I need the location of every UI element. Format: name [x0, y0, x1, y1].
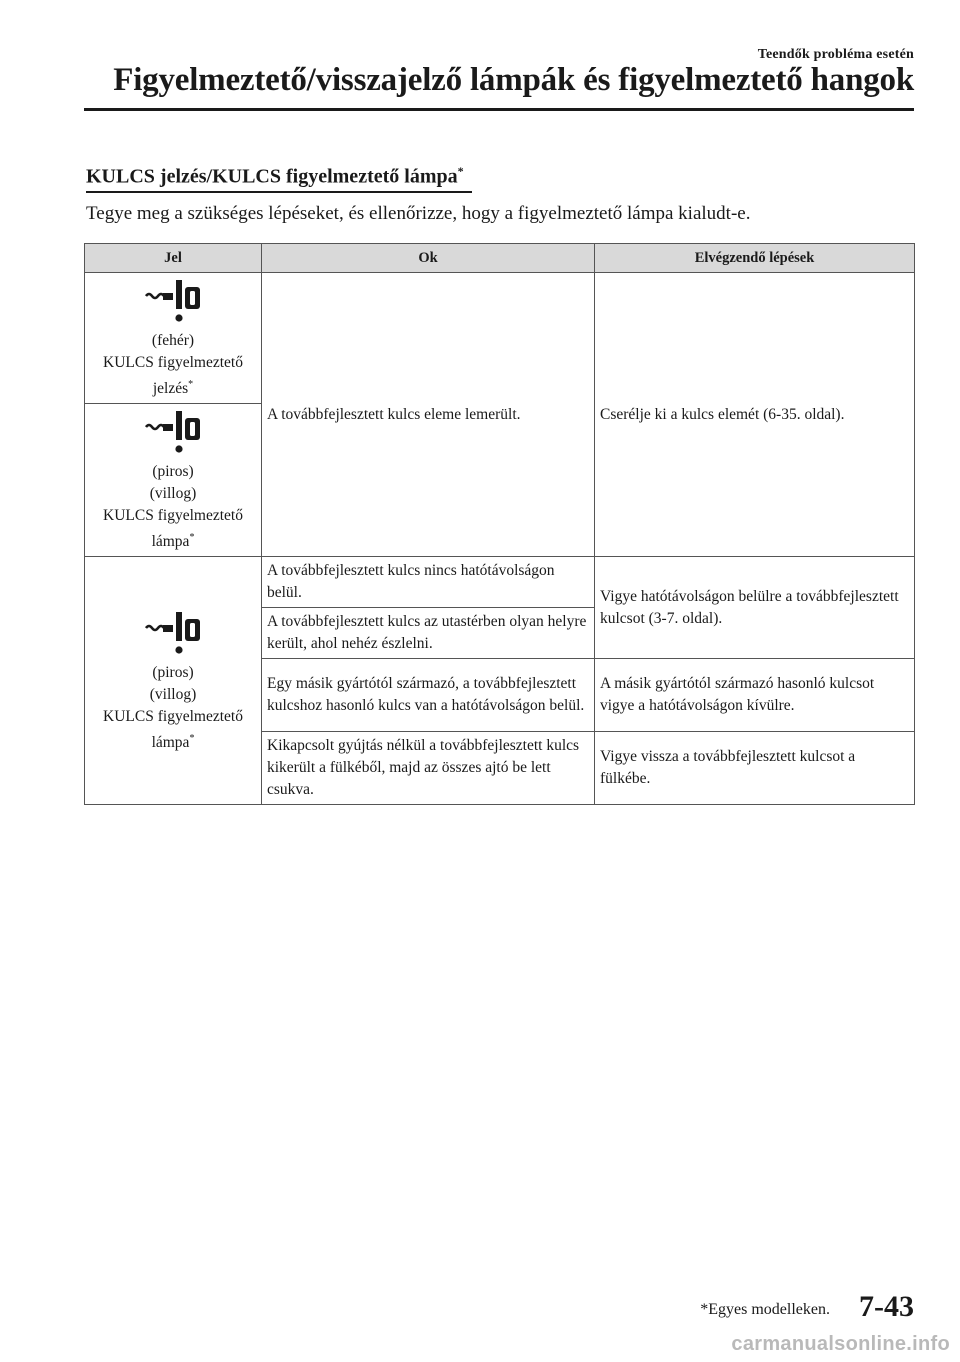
- symbol-line: (fehér): [151, 332, 195, 349]
- page-title: Figyelmeztető/visszajelző lámpák és figyelmeztető hangok: [113, 62, 914, 98]
- indicator-table: [84, 243, 915, 805]
- symbol-line: KULCS figyelmeztető: [103, 707, 243, 725]
- section-heading-text: KULCS jelzés/KULCS figyelmeztető lámpa: [86, 165, 458, 188]
- key-warning-icon: [143, 411, 203, 457]
- symbol-label: [90, 374, 256, 400]
- header-symbol: Jel: [85, 244, 262, 273]
- action-cell: Vigye hatótávolságon belülre a továbbfejlesztett kulcsot (3-7. oldal).: [595, 557, 915, 659]
- cause-cell: A továbbfejlesztett kulcs eleme lemerült.: [262, 273, 595, 557]
- cause-cell: Egy másik gyártótól származó, a továbbfejlesztett kulcshoz hasonló kulcs van a hatótávolságon belül.: [262, 659, 595, 732]
- cause-cell: Kikapcsolt gyújtás nélkül a továbbfejlesztett kulcs kikerült a fülkéből, majd az összes ajtó be lett csukva.: [262, 732, 595, 805]
- key-warning-icon: [143, 612, 203, 658]
- symbol-line: KULCS figyelmeztető: [103, 354, 243, 371]
- key-warning-icon: [143, 280, 203, 326]
- symbol-label-text: lámpa: [151, 533, 190, 551]
- model-footnote-mark: *: [188, 379, 194, 390]
- symbol-label: [90, 728, 256, 754]
- symbol-label: [90, 527, 256, 553]
- action-cell: Cserélje ki a kulcs elemét (6-35. oldal).: [595, 273, 915, 557]
- header-cause: Ok: [262, 244, 595, 273]
- symbol-line: (piros): [152, 663, 194, 681]
- symbol-cell-red: [85, 404, 262, 557]
- symbol-line: (piros): [152, 463, 194, 481]
- symbol-cell-red-flashing: [85, 557, 262, 805]
- footnote: *Egyes modelleken.: [700, 1301, 830, 1318]
- header-action: Elvégzendő lépések: [595, 244, 915, 273]
- table-row: [85, 557, 915, 608]
- cause-cell: A továbbfejlesztett kulcs az utastérben olyan helyre került, ahol nehéz észlelni.: [262, 608, 595, 659]
- model-footnote-mark: *: [189, 732, 195, 744]
- intro-text: Tegye meg a szükséges lépéseket, és ellenőrizze, hogy a figyelmeztető lámpa kialudt-e.: [86, 203, 751, 224]
- section-heading: [86, 164, 472, 193]
- header-subtitle: Teendők probléma esetén: [757, 47, 914, 62]
- model-footnote-mark: *: [457, 164, 464, 178]
- watermark: carmanualsonline.info: [731, 1333, 950, 1355]
- page-number: 7-43: [859, 1290, 914, 1323]
- symbol-label-text: lámpa: [151, 733, 190, 751]
- table-header-row: [85, 244, 915, 273]
- symbol-line: (villog): [149, 685, 197, 703]
- model-footnote-mark: *: [189, 532, 195, 544]
- symbol-line: (villog): [149, 485, 197, 503]
- symbol-line: KULCS figyelmeztető: [103, 507, 243, 525]
- action-cell: Vigye vissza a továbbfejlesztett kulcsot a fülkébe.: [595, 732, 915, 805]
- action-cell: A másik gyártótól származó hasonló kulcsot vigye a hatótávolságon kívülre.: [595, 659, 915, 732]
- header-divider: [84, 108, 914, 111]
- table-row: [85, 273, 915, 404]
- symbol-cell-white: [85, 273, 262, 404]
- symbol-label-text: jelzés: [152, 380, 189, 398]
- cause-cell: A továbbfejlesztett kulcs nincs hatótávolságon belül.: [262, 557, 595, 608]
